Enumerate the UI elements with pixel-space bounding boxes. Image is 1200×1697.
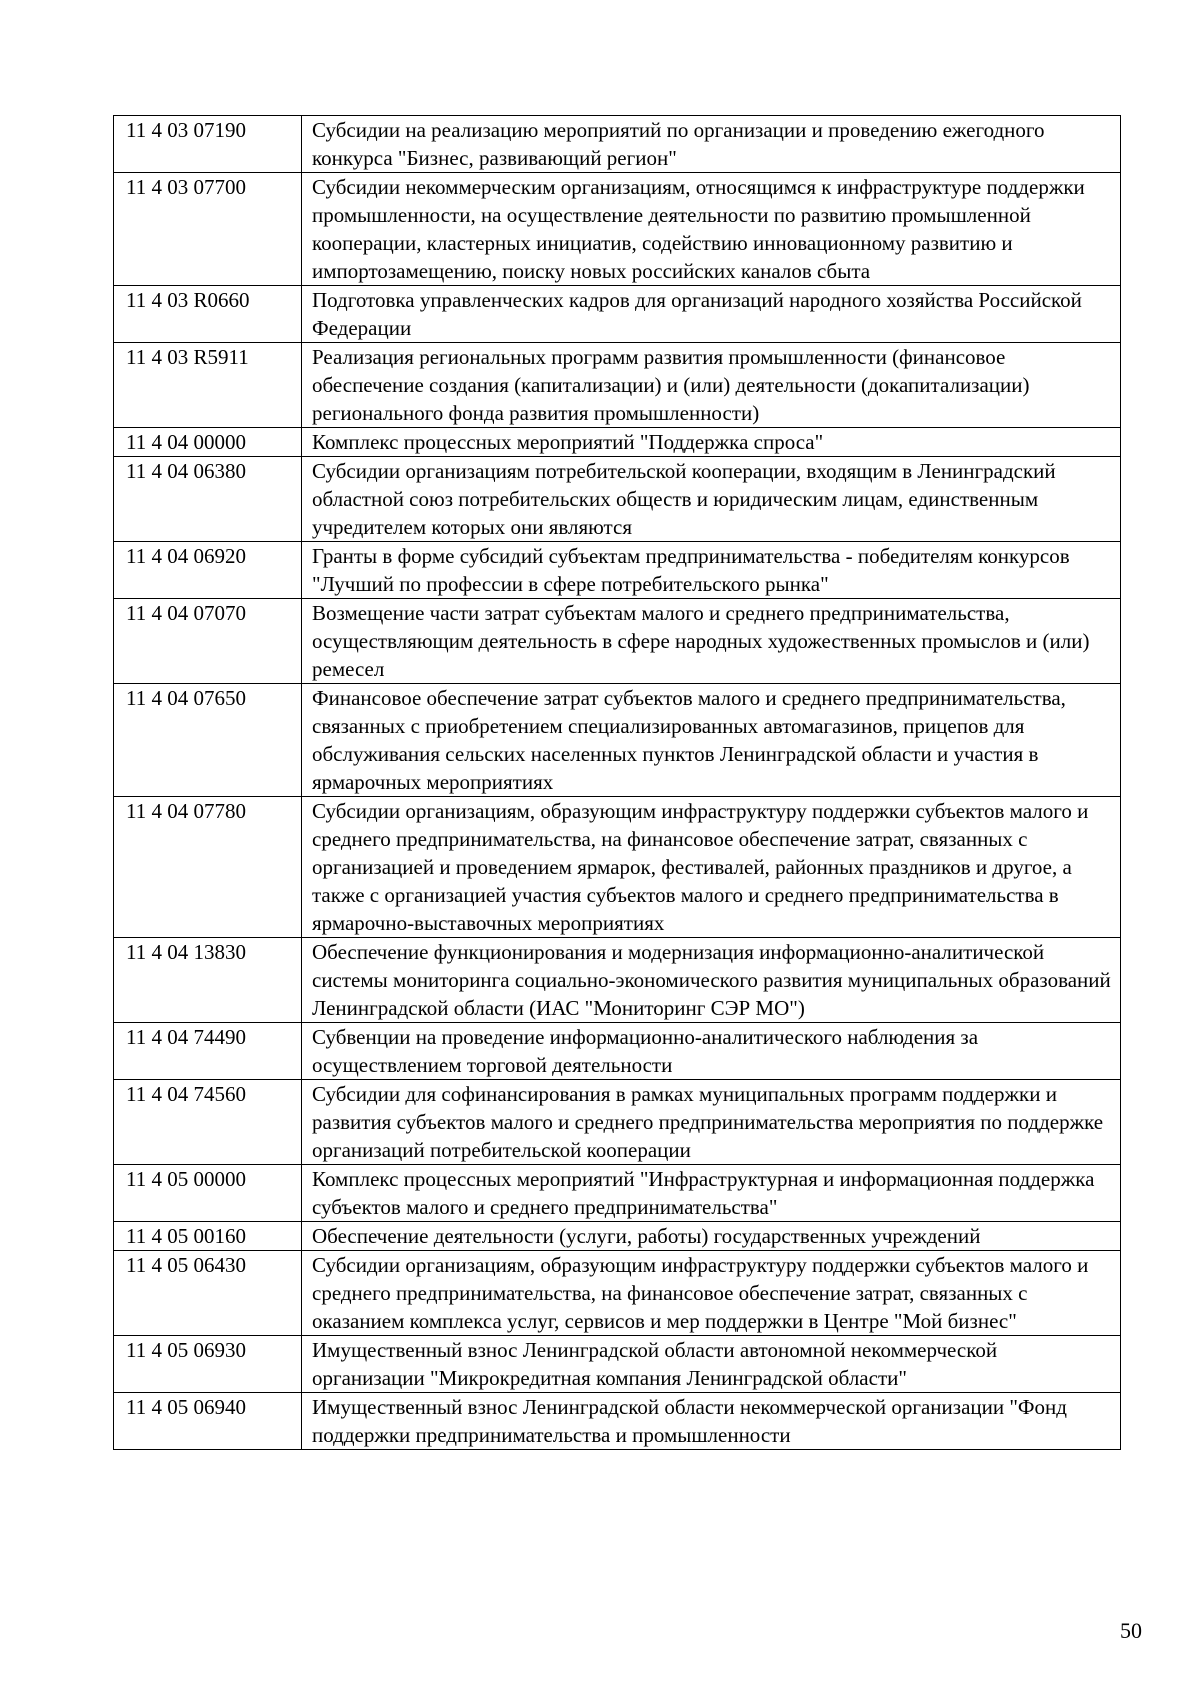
row-code: 11 4 04 74490 [114, 1023, 302, 1080]
table-row [114, 684, 1121, 797]
table-row [114, 938, 1121, 1023]
row-description: Комплекс процессных мероприятий "Поддержка спроса" [302, 428, 1121, 457]
row-description: Субсидии некоммерческим организациям, относящимся к инфраструктуре поддержки промышленности, на осуществление деятельности по развитию промышленной кооперации, кластерных инициатив, содействию инновационному развитию и импортозамещению, поиску новых российских каналов сбыта [302, 173, 1121, 286]
row-description: Субсидии организациям, образующим инфраструктуру поддержки субъектов малого и среднего предпринимательства, на финансовое обеспечение затрат, связанных с оказанием комплекса услуг, сервисов и мер поддержки в Центре "Мой бизнес" [302, 1251, 1121, 1336]
row-description: Субсидии организациям, образующим инфраструктуру поддержки субъектов малого и среднего предпринимательства, на финансовое обеспечение затрат, связанных с организацией и проведением ярмарок, фестивалей, районных праздников и другое, а также с организацией участия субъектов малого и среднего предпринимательства в ярмарочно-выставочных мероприятиях [302, 797, 1121, 938]
table-row [114, 1222, 1121, 1251]
row-description: Обеспечение функционирования и модернизация информационно-аналитической системы мониторинга социально-экономического развития муниципальных образований Ленинградской области (ИАС "Мониторинг СЭР МО") [302, 938, 1121, 1023]
table-row [114, 1251, 1121, 1336]
row-code: 11 4 04 07650 [114, 684, 302, 797]
table-row [114, 343, 1121, 428]
row-description: Подготовка управленческих кадров для организаций народного хозяйства Российской Федерации [302, 286, 1121, 343]
row-description: Финансовое обеспечение затрат субъектов малого и среднего предпринимательства, связанных с приобретением специализированных автомагазинов, прицепов для обслуживания сельских населенных пунктов Ленинградской области и участия в ярмарочных мероприятиях [302, 684, 1121, 797]
table-row [114, 457, 1121, 542]
table-row [114, 599, 1121, 684]
row-code: 11 4 05 00000 [114, 1165, 302, 1222]
row-code: 11 4 05 00160 [114, 1222, 302, 1251]
table-row [114, 542, 1121, 599]
row-description: Реализация региональных программ развития промышленности (финансовое обеспечение создания (капитализации) и (или) деятельности (докапитализации) регионального фонда развития промышленности) [302, 343, 1121, 428]
table-body [114, 116, 1121, 1450]
row-description: Субсидии организациям потребительской кооперации, входящим в Ленинградский областной союз потребительских обществ и юридическим лицам, единственным учредителем которых они являются [302, 457, 1121, 542]
row-description: Имущественный взнос Ленинградской области автономной некоммерческой организации "Микрокредитная компания Ленинградской области" [302, 1336, 1121, 1393]
row-code: 11 4 05 06930 [114, 1336, 302, 1393]
table-row [114, 1336, 1121, 1393]
row-description: Возмещение части затрат субъектам малого и среднего предпринимательства, осуществляющим деятельность в сфере народных художественных промыслов и (или) ремесел [302, 599, 1121, 684]
row-code: 11 4 04 00000 [114, 428, 302, 457]
table-row [114, 428, 1121, 457]
budget-codes-table [113, 115, 1121, 1450]
row-code: 11 4 04 07070 [114, 599, 302, 684]
table-row [114, 116, 1121, 173]
row-code: 11 4 04 13830 [114, 938, 302, 1023]
row-description: Субсидии на реализацию мероприятий по организации и проведению ежегодного конкурса "Бизнес, развивающий регион" [302, 116, 1121, 173]
table-row [114, 1080, 1121, 1165]
row-code: 11 4 04 74560 [114, 1080, 302, 1165]
row-code: 11 4 03 R5911 [114, 343, 302, 428]
table-row [114, 286, 1121, 343]
row-code: 11 4 04 06380 [114, 457, 302, 542]
row-code: 11 4 04 06920 [114, 542, 302, 599]
row-code: 11 4 05 06430 [114, 1251, 302, 1336]
row-code: 11 4 03 07700 [114, 173, 302, 286]
row-description: Субсидии для софинансирования в рамках муниципальных программ поддержки и развития субъектов малого и среднего предпринимательства мероприятия по поддержке организаций потребительской кооперации [302, 1080, 1121, 1165]
table-row [114, 1393, 1121, 1450]
row-code: 11 4 03 07190 [114, 116, 302, 173]
row-code: 11 4 04 07780 [114, 797, 302, 938]
row-code: 11 4 05 06940 [114, 1393, 302, 1450]
row-code: 11 4 03 R0660 [114, 286, 302, 343]
row-description: Обеспечение деятельности (услуги, работы) государственных учреждений [302, 1222, 1121, 1251]
table-row [114, 1165, 1121, 1222]
row-description: Имущественный взнос Ленинградской области некоммерческой организации "Фонд поддержки предпринимательства и промышленности [302, 1393, 1121, 1450]
row-description: Субвенции на проведение информационно-аналитического наблюдения за осуществлением торговой деятельности [302, 1023, 1121, 1080]
row-description: Комплекс процессных мероприятий "Инфраструктурная и информационная поддержка субъектов малого и среднего предпринимательства" [302, 1165, 1121, 1222]
table-row [114, 1023, 1121, 1080]
table-row [114, 173, 1121, 286]
row-description: Гранты в форме субсидий субъектам предпринимательства - победителям конкурсов "Лучший по профессии в сфере потребительского рынка" [302, 542, 1121, 599]
page-number: 50 [1120, 1618, 1142, 1643]
table-row [114, 797, 1121, 938]
